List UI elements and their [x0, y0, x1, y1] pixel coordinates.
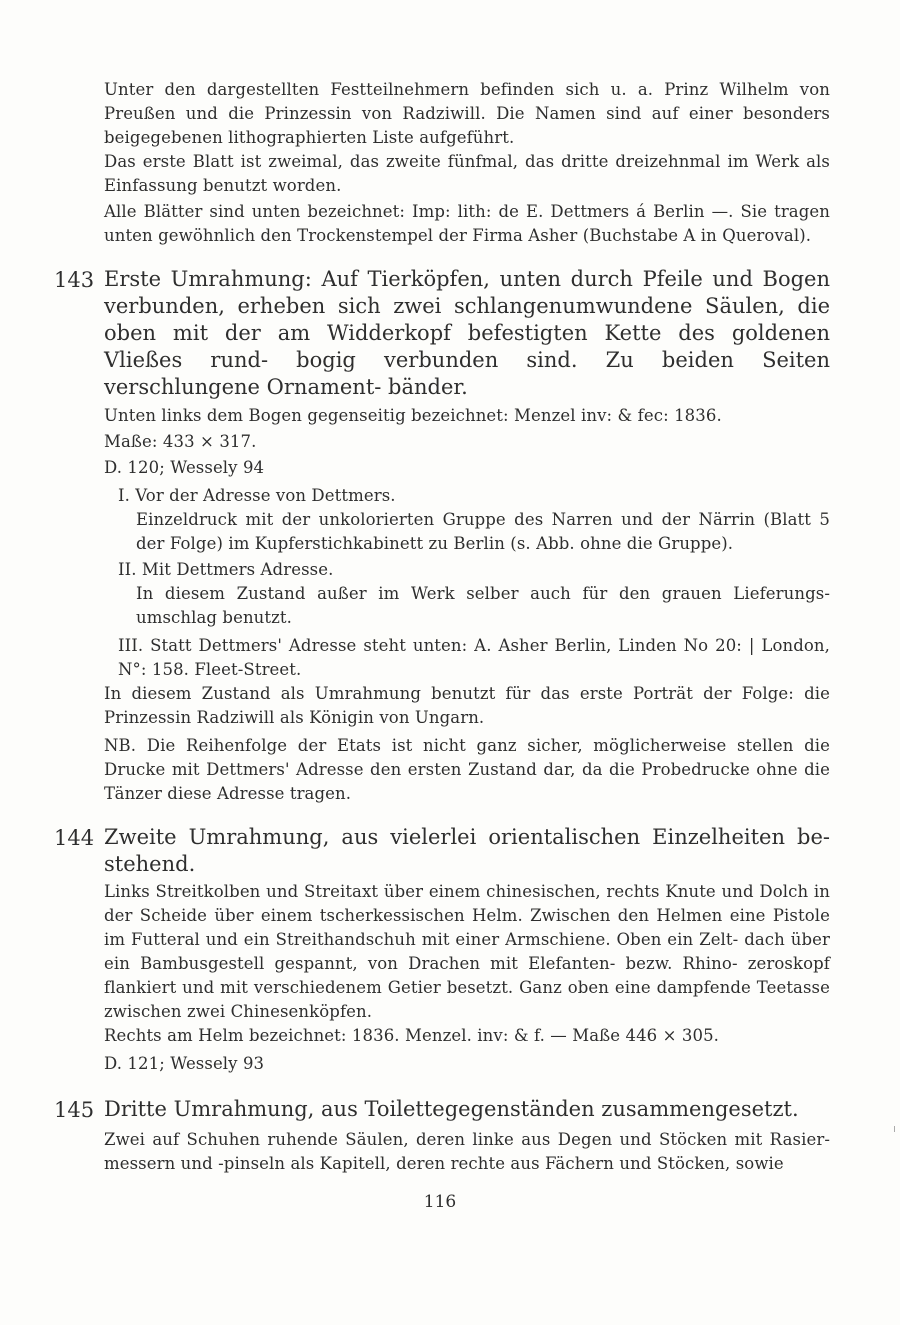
state-note-1: Einzeldruck mit der unkolorierten Gruppe des Narren und der Närrin (Blatt 5 der Folge) im Kupferstichkabinett zu Berlin (s. Abb. ohne die Gruppe).: [136, 510, 830, 553]
entry-references: D. 120; Wessely 94: [104, 458, 265, 477]
entry-note-nb: NB. Die Reihenfolge der Etats ist nicht ganz sicher, möglicherweise stellen die Drucke mit Dettmers' Adresse den ersten Zustand dar, da die Probedrucke ohne die Tänzer diese Adresse tragen.: [104, 736, 830, 803]
state-label-1: I. Vor der Adresse von Dettmers.: [118, 486, 396, 505]
margin-mark: [894, 1126, 895, 1132]
intro-paragraph-2: Das erste Blatt ist zweimal, das zweite fünfmal, das dritte dreizehnmal im Werk als Einfassung benutzt worden.: [104, 152, 830, 195]
entry-heading: Dritte Umrahmung, aus Toilettegegenständen zusammengesetzt.: [104, 1097, 799, 1121]
entry-signature: Unten links dem Bogen gegenseitig bezeichnet: Menzel inv: & fec: 1836.: [104, 406, 722, 425]
entry-dimensions: Maße: 433 × 317.: [104, 432, 257, 451]
page-number: 116: [423, 1192, 457, 1212]
entry-heading: Zweite Umrahmung, aus vielerlei orientalischen Einzelheiten be- stehend.: [104, 825, 830, 876]
state-note-2: In diesem Zustand außer im Werk selber auch für den grauen Lieferungs- umschlag benutzt.: [136, 584, 830, 627]
entry-number: 145: [54, 1098, 95, 1122]
entry-number: 144: [54, 826, 95, 850]
entry-description: Zwei auf Schuhen ruhende Säulen, deren linke aus Degen und Stöcken mit Rasier- messern und -pinseln als Kapitell, deren rechte aus Fächern und Stöcken, sowie: [104, 1130, 830, 1173]
entry-signature: Rechts am Helm bezeichnet: 1836. Menzel. inv: & f. — Maße 446 × 305.: [104, 1026, 720, 1045]
entry-note-usage: In diesem Zustand als Umrahmung benutzt für das erste Porträt der Folge: die Prinzessin Radziwill als Königin von Ungarn.: [104, 684, 830, 727]
state-label-2: II. Mit Dettmers Adresse.: [118, 560, 334, 579]
entry-references: D. 121; Wessely 93: [104, 1054, 265, 1073]
entry-number: 143: [54, 268, 95, 292]
state-label-3: III. Statt Dettmers' Adresse steht unten: A. Asher Berlin, Linden No 20: | London, N°: 158. Fleet-Street.: [118, 636, 830, 679]
entry-description: Links Streitkolben und Streitaxt über einem chinesischen, rechts Knute und Dolch in der Scheide über einem tscherkessischen Helm. Zwischen den Helmen eine Pistole im Futteral und ein Streithandschuh mit einer Armschiene. Oben ein Zelt- dach über ein Bambusgestell gespannt, von Drachen mit Elefanten- bezw. Rhino- zeroskopf flankiert und mit verschiedenem Getier besetzt. Ganz oben eine dampfende Teetasse zwischen zwei Chinesenköpfen.: [104, 882, 830, 1021]
intro-paragraph-3: Alle Blätter sind unten bezeichnet: Imp: lith: de E. Dettmers á Berlin —. Sie tragen unten gewöhnlich den Trockenstempel der Firma Asher (Buchstabe A in Queroval).: [104, 202, 830, 245]
intro-paragraph-1: Unter den dargestellten Festteilnehmern befinden sich u. a. Prinz Wilhelm von Preußen und die Prinzessin von Radziwill. Die Namen sind auf einer besonders beigegebenen lithographierten Liste aufgeführt.: [104, 80, 830, 147]
entry-heading: Erste Umrahmung: Auf Tierköpfen, unten durch Pfeile und Bogen verbunden, erheben sich zwei schlangenumwundene Säulen, die oben mit der am Widderkopf befestigten Kette des goldenen Vließes rund- bogig verbunden sind. Zu beiden Seiten verschlungene Ornament- bänder.: [104, 267, 830, 399]
